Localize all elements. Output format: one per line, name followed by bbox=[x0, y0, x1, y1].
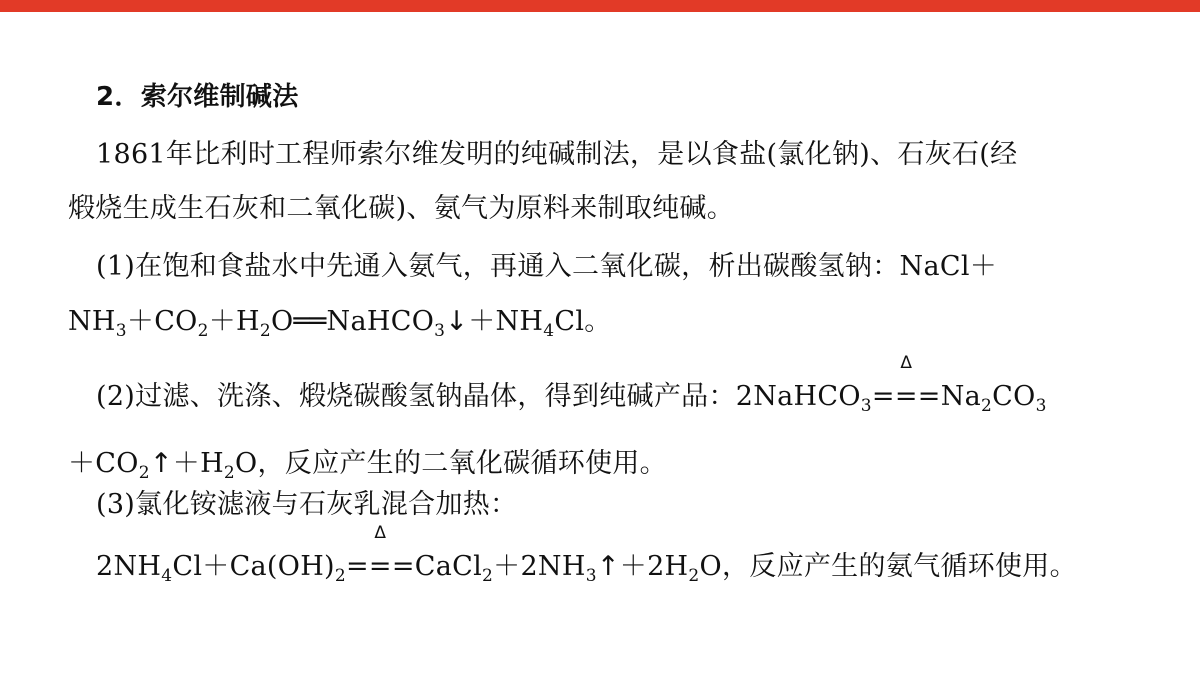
eq-term: ＋NH bbox=[468, 306, 544, 337]
intro-line-1: 1861年比利时工程师索尔维发明的纯碱制法，是以食盐(氯化钠)、石灰石(经 bbox=[96, 139, 1018, 170]
eq-term: CaCl bbox=[414, 551, 483, 582]
precipitate-arrow: ↓ bbox=[445, 306, 469, 337]
gas-arrow: ↑ bbox=[596, 551, 620, 582]
eq-subscript: 4 bbox=[161, 566, 173, 586]
eq-subscript: 2 bbox=[197, 321, 209, 341]
step3-equation bbox=[96, 523, 1077, 586]
eq-subscript: 3 bbox=[1035, 396, 1047, 416]
eq-term: ＋H bbox=[208, 306, 260, 337]
delta-symbol: Δ bbox=[900, 353, 913, 373]
equals-sign: === bbox=[871, 381, 941, 412]
step3-text: (3)氯化铵滤液与石灰乳混合加热： bbox=[96, 489, 518, 520]
eq-term: Na bbox=[940, 381, 982, 412]
eq-term: Cl。 bbox=[554, 306, 612, 337]
equals-sign: === bbox=[346, 551, 415, 582]
eq-subscript: 2 bbox=[259, 321, 272, 341]
eq-term: ＋2H bbox=[619, 551, 689, 582]
eq-subscript: 2 bbox=[482, 566, 494, 586]
eq-term: ＋CO bbox=[126, 306, 198, 337]
eq-term: ＋2NH bbox=[493, 551, 586, 582]
eq-term: ＋CO bbox=[68, 448, 139, 479]
eq-subscript: 3 bbox=[585, 566, 597, 586]
step2-lead: (2)过滤、洗涤、煅烧碳酸氢钠晶体，得到纯碱产品：2NaHCO bbox=[96, 381, 861, 412]
gas-arrow: ↑ bbox=[149, 448, 173, 479]
eq-term: 2NH bbox=[96, 551, 162, 582]
eq-term: O══NaHCO bbox=[271, 306, 435, 337]
eq-term: Cl＋Ca(OH) bbox=[172, 551, 335, 582]
intro-line-2: 煅烧生成生石灰和二氧化碳)、氨气为原料来制取纯碱。 bbox=[68, 193, 735, 224]
step1-text: (1)在饱和食盐水中先通入氨气，再通入二氧化碳，析出碳酸氢钠：NaCl＋ bbox=[96, 251, 998, 282]
step2-text bbox=[96, 353, 1047, 416]
eq-term: CO bbox=[992, 381, 1036, 412]
eq-subscript: 2 bbox=[223, 463, 236, 483]
eq-subscript: 2 bbox=[334, 566, 346, 586]
step1-equation bbox=[68, 305, 612, 339]
eq-subscript: 3 bbox=[860, 396, 872, 416]
heating-equals bbox=[346, 523, 415, 584]
eq-subscript: 2 bbox=[688, 566, 700, 586]
eq-subscript: 2 bbox=[981, 396, 993, 416]
eq-term: O，反应产生的二氧化碳循环使用。 bbox=[235, 448, 667, 479]
heating-equals bbox=[871, 353, 941, 414]
section-heading: 2．索尔维制碱法 bbox=[96, 82, 299, 112]
delta-symbol: Δ bbox=[374, 523, 387, 543]
eq-term: NH bbox=[68, 306, 116, 337]
eq-subscript: 3 bbox=[115, 321, 127, 341]
eq-subscript: 4 bbox=[543, 321, 555, 341]
accent-bar bbox=[0, 0, 1200, 12]
eq-subscript: 3 bbox=[434, 321, 446, 341]
eq-term: ＋H bbox=[172, 448, 224, 479]
eq-subscript: 2 bbox=[138, 463, 150, 483]
step2-line-2 bbox=[68, 447, 667, 481]
eq-term: O，反应产生的氨气循环使用。 bbox=[699, 551, 1077, 582]
